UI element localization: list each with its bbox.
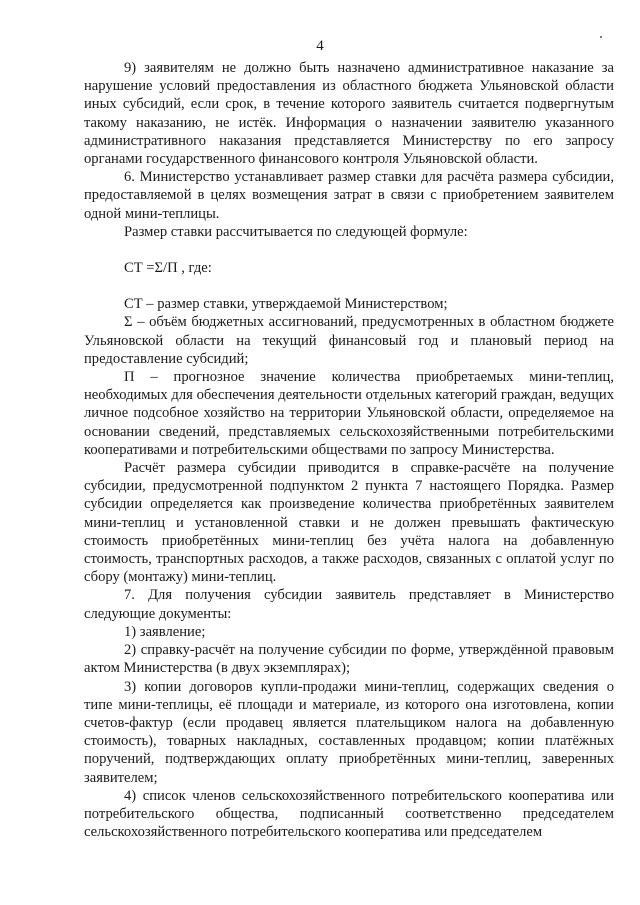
paragraph-def-sigma: Σ – объём бюджетных ассигнований, предусмотренных в областном бюджете Ульяновской области на текущий финансовый год и плановый период на предоставление субсидий; [84,314,614,367]
paragraph-item-9: 9) заявителям не должно быть назначено административное наказание за нарушение условий предоставления из областного бюджета Ульяновской области иных субсидий, если срок, в течение которого заявитель считается подвергнутым такому наказанию, не истёк. Информация о назначении заявителю указанного административного наказания представляется Министерству по его запросу органами государственного финансового контроля Ульяновской области. [84,60,614,168]
list-item-4: 4) список членов сельскохозяйственного потребительского кооператива или потребительского общества, подписанный соответственно председателем сельскохозяйственного потребительского кооператива или председателем [84,787,614,841]
scan-speck [600,36,602,38]
formula: СТ =Σ/П , где: [124,260,212,277]
paragraph-calculation: Расчёт размера субсидии приводится в справке-расчёте на получение субсидии, предусмотренной подпунктом 2 пункта 7 настоящего Порядка. Размер субсидии определяется как произведение количества приобретённых заявителем мини-теплиц и установленной ставки и не должен превышать фактическую стоимость приобретённых мини-теплиц без учёта налога на добавленную стоимость, транспортных расходов, а также расходов, связанных с оплатой услуг по сбору (монтажу) мини-теплиц. [84,460,614,586]
document-body [84,59,614,841]
list-item-2: 2) справку-расчёт на получение субсидии по форме, утверждённой правовым актом Министерства (в двух экземплярах); [84,642,614,677]
paragraph-clause-6: 6. Министерство устанавливает размер ставки для расчёта размера субсидии, предоставляемой в целях возмещения затрат в связи с приобретением заявителем одной мини-теплицы. [84,169,614,222]
list-item-1: 1) заявление; [124,623,206,640]
paragraph-def-st: СТ – размер ставки, утверждаемой Министерством; [124,296,448,313]
paragraph-clause-7: 7. Для получения субсидии заявитель представляет в Министерство следующие документы: [84,587,614,622]
paragraph-formula-intro: Размер ставки рассчитывается по следующей формуле: [124,223,468,240]
paragraph-def-p: П – прогнозное значение количества приобретаемых мини-теплиц, необходимых для обеспечения деятельности отдельных категорий граждан, ведущих личное подсобное хозяйство на территории Ульяновской области, определяемое на основании сведений, представляемых сельскохозяйственными потребительскими кооперативами и потребительскими обществами по запросу Министерства. [84,369,614,458]
list-item-3: 3) копии договоров купли-продажи мини-теплиц, содержащих сведения о типе мини-теплицы, её площади и материале, из которого она изготовлена, копии счетов-фактур (если продавец является плательщиком налога на добавленную стоимость), товарных накладных, составленных продавцом; копии платёжных поручений, подтверждающих оплату приобретённых мини-теплиц, заверенных заявителем; [84,678,614,786]
page-number: 4 [316,38,324,54]
